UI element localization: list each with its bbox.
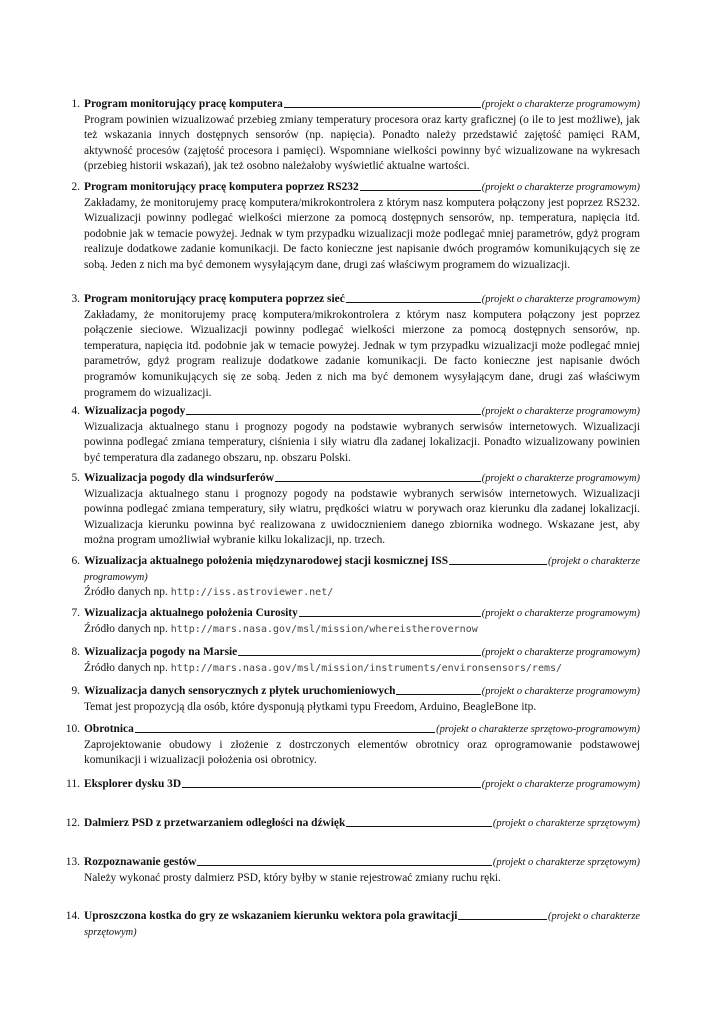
list-item <box>71 645 640 676</box>
item-heading <box>84 722 640 738</box>
leader-line <box>238 655 481 656</box>
data-source-label: Źródło danych np. <box>84 661 168 674</box>
item-title: Wizualizacja pogody dla windsurferów <box>84 472 274 484</box>
item-title: Wizualizacja danych sensorycznych z płytek uruchomieniowych <box>84 685 396 697</box>
item-title: Wizualizacja pogody <box>84 405 186 417</box>
item-number: 7. <box>71 607 80 619</box>
item-title: Rozpoznawanie gestów <box>84 856 197 868</box>
item-title: Wizualizacja aktualnego położenia międzynarodowej stacji kosmicznej ISS <box>84 555 449 567</box>
item-title: Wizualizacja aktualnego położenia Curosity <box>84 607 298 619</box>
item-category: (projekt o charakterze <box>548 556 640 567</box>
data-source-url: http://iss.astroviewer.net/ <box>170 587 334 599</box>
item-category: (projekt o charakterze sprzętowym) <box>492 857 640 868</box>
leader-line <box>275 481 481 482</box>
leader-line <box>182 787 481 788</box>
item-number: 13. <box>65 856 80 868</box>
list-item <box>71 97 640 175</box>
leader-line <box>449 564 547 565</box>
item-category: (projekt o charakterze sprzętowym) <box>492 818 640 829</box>
item-heading <box>84 180 640 196</box>
item-category: (projekt o charakterze programowym) <box>481 473 640 484</box>
item-number: 3. <box>71 293 80 305</box>
item-number: 1. <box>71 98 80 110</box>
list-item <box>65 722 640 769</box>
leader-line <box>346 826 492 827</box>
item-title: Uproszczona kostka do gry ze wskazaniem kierunku wektora pola grawitacji <box>84 910 458 922</box>
item-title: Eksplorer dysku 3D <box>84 778 182 790</box>
item-heading <box>84 471 640 487</box>
list-item <box>65 816 640 832</box>
list-item <box>66 777 640 793</box>
item-number: 5. <box>71 472 80 484</box>
item-heading <box>84 816 640 832</box>
leader-line <box>284 107 481 108</box>
leader-line <box>458 919 547 920</box>
item-heading <box>84 855 640 871</box>
item-heading <box>84 684 640 700</box>
item-title: Program monitorujący pracę komputera poprzez RS232 <box>84 181 359 193</box>
leader-line <box>360 190 481 191</box>
data-source-label: Źródło danych np. <box>84 586 168 599</box>
item-title: Program monitorujący pracę komputera poprzez sieć <box>84 293 345 305</box>
item-heading <box>84 909 640 925</box>
item-number: 4. <box>71 405 80 417</box>
list-item <box>71 471 640 549</box>
item-category-continued: programowym) <box>84 571 148 583</box>
item-number: 9. <box>71 685 80 697</box>
leader-line <box>346 302 481 303</box>
item-heading <box>84 404 640 420</box>
item-heading <box>84 292 640 308</box>
item-number: 2. <box>71 181 80 193</box>
item-heading <box>84 554 640 570</box>
list-item <box>71 554 640 601</box>
item-description: Program powinien wizualizować przebieg zmiany temperatury procesora oraz karty graficznej (o ile to jest możliwe), jak też wskazania innych dostępnych sensorów (np. napięcia). Ponadto należy przedstawić zajętość pamięci RAM, aktywność procesów (zajętość procesora i pamięci). Wspomniane wielkości powinny być wizualizowane na wykresach (przebieg historii wskazań), jak też osobno należałoby wyświetlić aktualne wartości. <box>84 113 640 173</box>
data-source-label: Źródło danych np. <box>84 622 168 635</box>
item-heading <box>84 777 640 793</box>
item-category: (projekt o charakterze programowym) <box>481 647 640 658</box>
data-source <box>84 622 640 638</box>
data-source <box>84 585 640 601</box>
leader-line <box>135 732 435 733</box>
item-category: (projekt o charakterze programowym) <box>481 99 640 110</box>
item-title: Dalmierz PSD z przetwarzaniem odległości na dźwięk <box>84 817 346 829</box>
item-category: (projekt o charakterze sprzętowo-programowym) <box>436 724 640 735</box>
item-heading <box>84 606 640 622</box>
item-category-continued: sprzętowym) <box>84 926 137 938</box>
item-category: (projekt o charakterze programowym) <box>481 406 640 417</box>
item-number: 10. <box>65 723 80 735</box>
data-source-url: http://mars.nasa.gov/msl/mission/whereistherovernow <box>170 623 478 635</box>
item-category: (projekt o charakterze programowym) <box>481 608 640 619</box>
item-title: Obrotnica <box>84 723 134 735</box>
list-item <box>65 909 640 940</box>
item-description: Wizualizacja aktualnego stanu i prognozy pogody na podstawie wybranych serwisów internetowych. Wizualizacji powinna podlegać zmiana temperatury, siły wiatru, prędkości wiatru w porywach oraz kierunku dla zadanej lokalizacji. Wizualizacja kierunku powinna być realizowana z uwidocznieniem danego zbiornika wodnego. Wskazane jest, aby można program umożliwiał wybranie kilku lokalizacji, np. trzech. <box>84 487 640 547</box>
item-heading <box>84 645 640 661</box>
item-number: 8. <box>71 646 80 658</box>
item-category: (projekt o charakterze programowym) <box>481 779 640 790</box>
item-heading <box>84 97 640 113</box>
item-number: 6. <box>71 555 80 567</box>
data-source <box>84 661 640 677</box>
item-number: 12. <box>65 817 80 829</box>
item-title: Wizualizacja pogody na Marsie <box>84 646 238 658</box>
list-item <box>71 684 640 715</box>
item-category: (projekt o charakterze programowym) <box>481 182 640 193</box>
item-title: Program monitorujący pracę komputera <box>84 98 283 110</box>
item-description: Należy wykonać prosty dalmierz PSD, który byłby w stanie rejestrować zmiany ruchu ręki. <box>84 871 501 884</box>
leader-line <box>186 414 480 415</box>
item-category: (projekt o charakterze programowym) <box>481 686 640 697</box>
item-category: (projekt o charakterze programowym) <box>481 294 640 305</box>
item-number: 14. <box>65 910 80 922</box>
item-description: Temat jest propozycją dla osób, które dysponują płytkami typu Freedom, Arduino, BeagleBone itp. <box>84 700 537 713</box>
list-item <box>71 606 640 637</box>
list-item <box>65 855 640 886</box>
item-number: 11. <box>66 778 80 790</box>
item-description: Wizualizacja aktualnego stanu i prognozy pogody na podstawie wybranych serwisów internetowych. Wizualizacji powinna podlegać zmiana temperatury, ciśnienia i siły wiatru dla zadanej lokalizacji. Ponadto wizualizowany powinien być temperatura dla zadanego obszaru, np. obszaru Polski. <box>84 420 640 464</box>
list-item <box>71 180 640 274</box>
item-description: Zaprojektowanie obudowy i złożenie z dostrczonych elementów obrotnicy oraz oprogramowanie podstawowej komunikacji i wizualizacji położenia osi obrotnicy. <box>84 738 640 767</box>
item-category: (projekt o charakterze <box>548 911 640 922</box>
data-source-url: http://mars.nasa.gov/msl/mission/instruments/environsensors/rems/ <box>170 662 563 674</box>
item-description: Zakładamy, że monitorujemy pracę komputera/mikrokontrolera z którym nasz komputera połączony jest poprzez połączenie sieciowe. Wizualizacji powinny podlegać wielkości mierzone za pomocą dostępnych sensorów, np. temperatura, napięcia itd. podobnie jak w temacie powyżej. Jednak w tym przypadku wizualizacji może podlegać mniej parametrów, gdyż program realizuje dodatkowe zadanie komunikacji. De facto konieczne jest napisanie dwóch programów komunikujących się ze sobą. Jeden z nich ma być demonem wysyłającym dane, drugi zaś właściwym programem do wizualizacji. <box>84 308 640 399</box>
leader-line <box>396 694 480 695</box>
list-item <box>71 292 640 401</box>
item-description: Zakładamy, że monitorujemy pracę komputera/mikrokontrolera z którym nasz komputera połączony jest poprzez RS232. Wizualizacji powinny podlegać wielkości mierzone za pomocą dostępnych sensorów, np. temperatura, napięcia itd. podobnie jak w temacie powyżej. Jednak w tym przypadku wizualizacji może podlegać mniej parametrów, gdyż program realizuje dodatkowe zadanie komunikacji. De facto konieczne jest napisanie dwóch programów komunikujących się ze sobą. Jeden z nich ma być demonem wysyłającym dane, drugi zaś właściwym programem do wizualizacji. <box>84 196 640 271</box>
list-item <box>71 404 640 466</box>
leader-line <box>299 616 481 617</box>
leader-line <box>197 865 492 866</box>
